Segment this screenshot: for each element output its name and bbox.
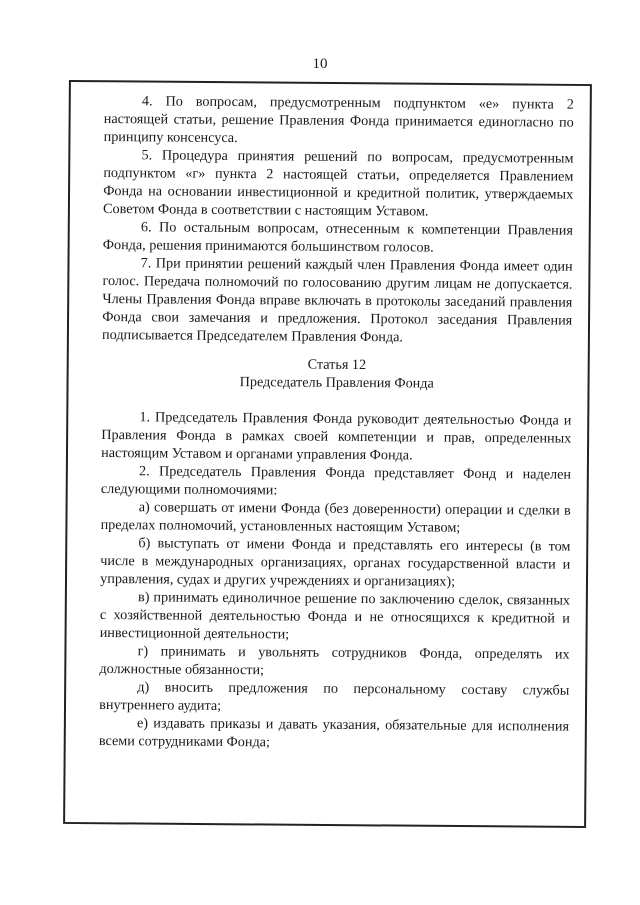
list-item: а) совершать от имени Фонда (без доверенности) операции и сделки в пределах полномочий, установленных настоящим Уставом; [100, 499, 571, 536]
list-item: д) вносить предложения по персональному составу службы внутреннего аудита; [99, 679, 570, 714]
paragraph: 7. При принятии решений каждый член Правления Фонда имеет один голос. Передача полномочий по голосованию другим лицам не допускается. Члены Правления Фонда вправе включать в протоколы заседаний правления Фонда свои замечания и предложения. Протокол заседания Правления подписывается Председателем Правления Фонда. [102, 255, 573, 346]
page-number: 10 [312, 56, 328, 72]
paragraph: 2. Председатель Правления Фонда представляет Фонд и наделен следующими полномочиями: [100, 463, 572, 499]
paragraph: 4. По вопросам, предусмотренным подпунктом «е» пункта 2 настоящей статьи, решение Правления Фонда принимается единогласно по принципу консенсуса. [103, 93, 574, 147]
list-item: е) издавать приказы и давать указания, обязательные для исполнения всеми сотрудниками Фонда; [98, 715, 570, 751]
paragraph: 1. Председатель Правления Фонда руководит деятельностью Фонда и Правления Фонда в рамках своей компетенции и прав, определенных настоящим Уставом и органами управления Фонда. [101, 409, 572, 464]
article-number: Статья 12 [307, 356, 367, 374]
list-item: в) принимать единоличное решение по заключению сделок, связанных с хозяйственной деятельностью Фонда и не относящихся к кредитной и инвестиционной деятельности; [99, 589, 571, 643]
list-item: б) выступать от имени Фонда и представлять его интересы (в том числе в международных организациях, органах государственной власти и управления, судах и других учреждениях и организациях); [100, 535, 571, 590]
paragraph-group-after [99, 408, 572, 754]
article-title: Председатель Правления Фонда [239, 374, 434, 392]
paragraph-group-before [102, 92, 574, 348]
paragraph: 6. По остальным вопросам, отнесенным к компетенции Правления Фонда, решения принимаются большинством голосов. [102, 219, 573, 256]
list-item: г) принимать и увольнять сотрудников Фонда, определять их должностные обязанности; [99, 643, 570, 679]
paragraph: 5. Процедура принятия решений по вопросам, предусмотренным подпунктом «г» пункта 2 настоящей статьи, определяется Правлением Фонда на основании инвестиционной и кредитной политик, утверждаемых Советом Фонда в соответствии с настоящим Уставом. [103, 147, 574, 220]
document-body [99, 92, 574, 754]
